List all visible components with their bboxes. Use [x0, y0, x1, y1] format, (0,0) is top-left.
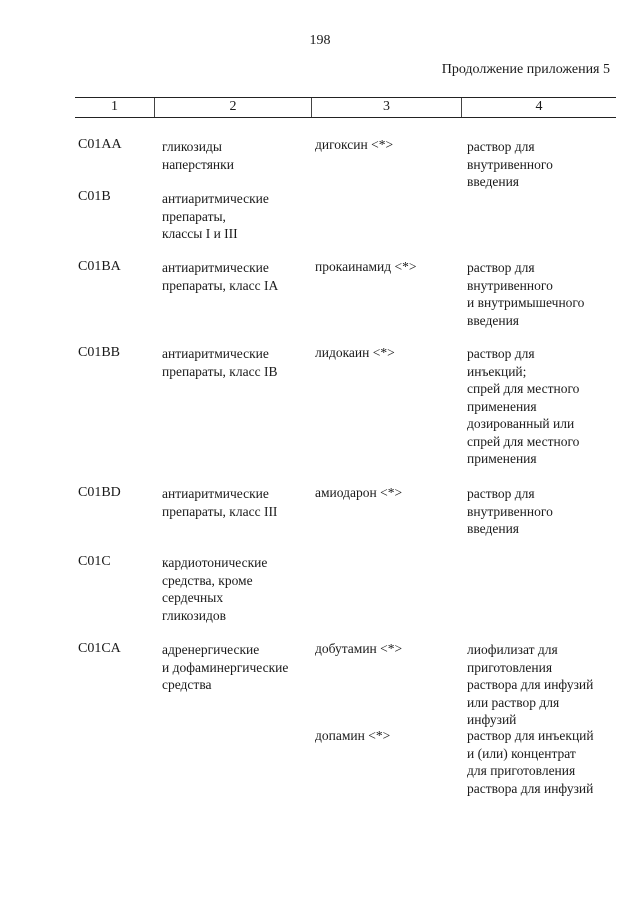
row-code: C01BB: [78, 345, 121, 360]
row-inn: допамин <*>: [315, 728, 391, 743]
row-inn: лидокаин <*>: [315, 345, 395, 360]
row-code: C01C: [78, 554, 111, 569]
row-inn: прокаинамид <*>: [315, 259, 417, 274]
row-form: лиофилизат для приготовления раствора для инфузий или раствор для инфузий: [467, 642, 594, 727]
row-form: раствор для инъекций и (или) концентрат для приготовления раствора для инфузий: [467, 728, 594, 796]
column-header-4: 4: [462, 98, 617, 118]
row-form: раствор для внутривенного введения: [467, 139, 553, 189]
row-inn: дигоксин <*>: [315, 137, 394, 152]
row-form: раствор для инъекций; спрей для местного применения дозированный или спрей для местного применения: [467, 346, 580, 466]
column-header-2: 2: [155, 98, 312, 118]
row-code: C01B: [78, 189, 111, 204]
row-code: C01BD: [78, 485, 121, 500]
row-inn: добутамин <*>: [315, 641, 403, 656]
column-header-1: 1: [75, 98, 155, 118]
row-form: раствор для внутривенного и внутримышечного введения: [467, 260, 585, 328]
row-group: кардиотонические средства, кроме сердечных гликозидов: [162, 555, 268, 623]
page-number: 198: [309, 33, 331, 48]
row-inn: амиодарон <*>: [315, 485, 403, 500]
row-form: раствор для внутривенного введения: [467, 486, 553, 536]
row-code: C01AA: [78, 137, 122, 152]
row-code: C01BA: [78, 259, 121, 274]
column-header-3: 3: [312, 98, 462, 118]
continuation-title: Продолжение приложения 5: [441, 62, 610, 77]
row-group: антиаритмические препараты, класс IB: [162, 346, 278, 379]
row-group: антиаритмические препараты, классы I и III: [162, 191, 269, 241]
row-group: антиаритмические препараты, класс IA: [162, 260, 279, 293]
row-group: адренергические и дофаминергические средства: [162, 642, 289, 692]
row-group: гликозиды наперстянки: [162, 139, 234, 172]
row-group: антиаритмические препараты, класс III: [162, 486, 278, 519]
row-code: C01CA: [78, 641, 121, 656]
